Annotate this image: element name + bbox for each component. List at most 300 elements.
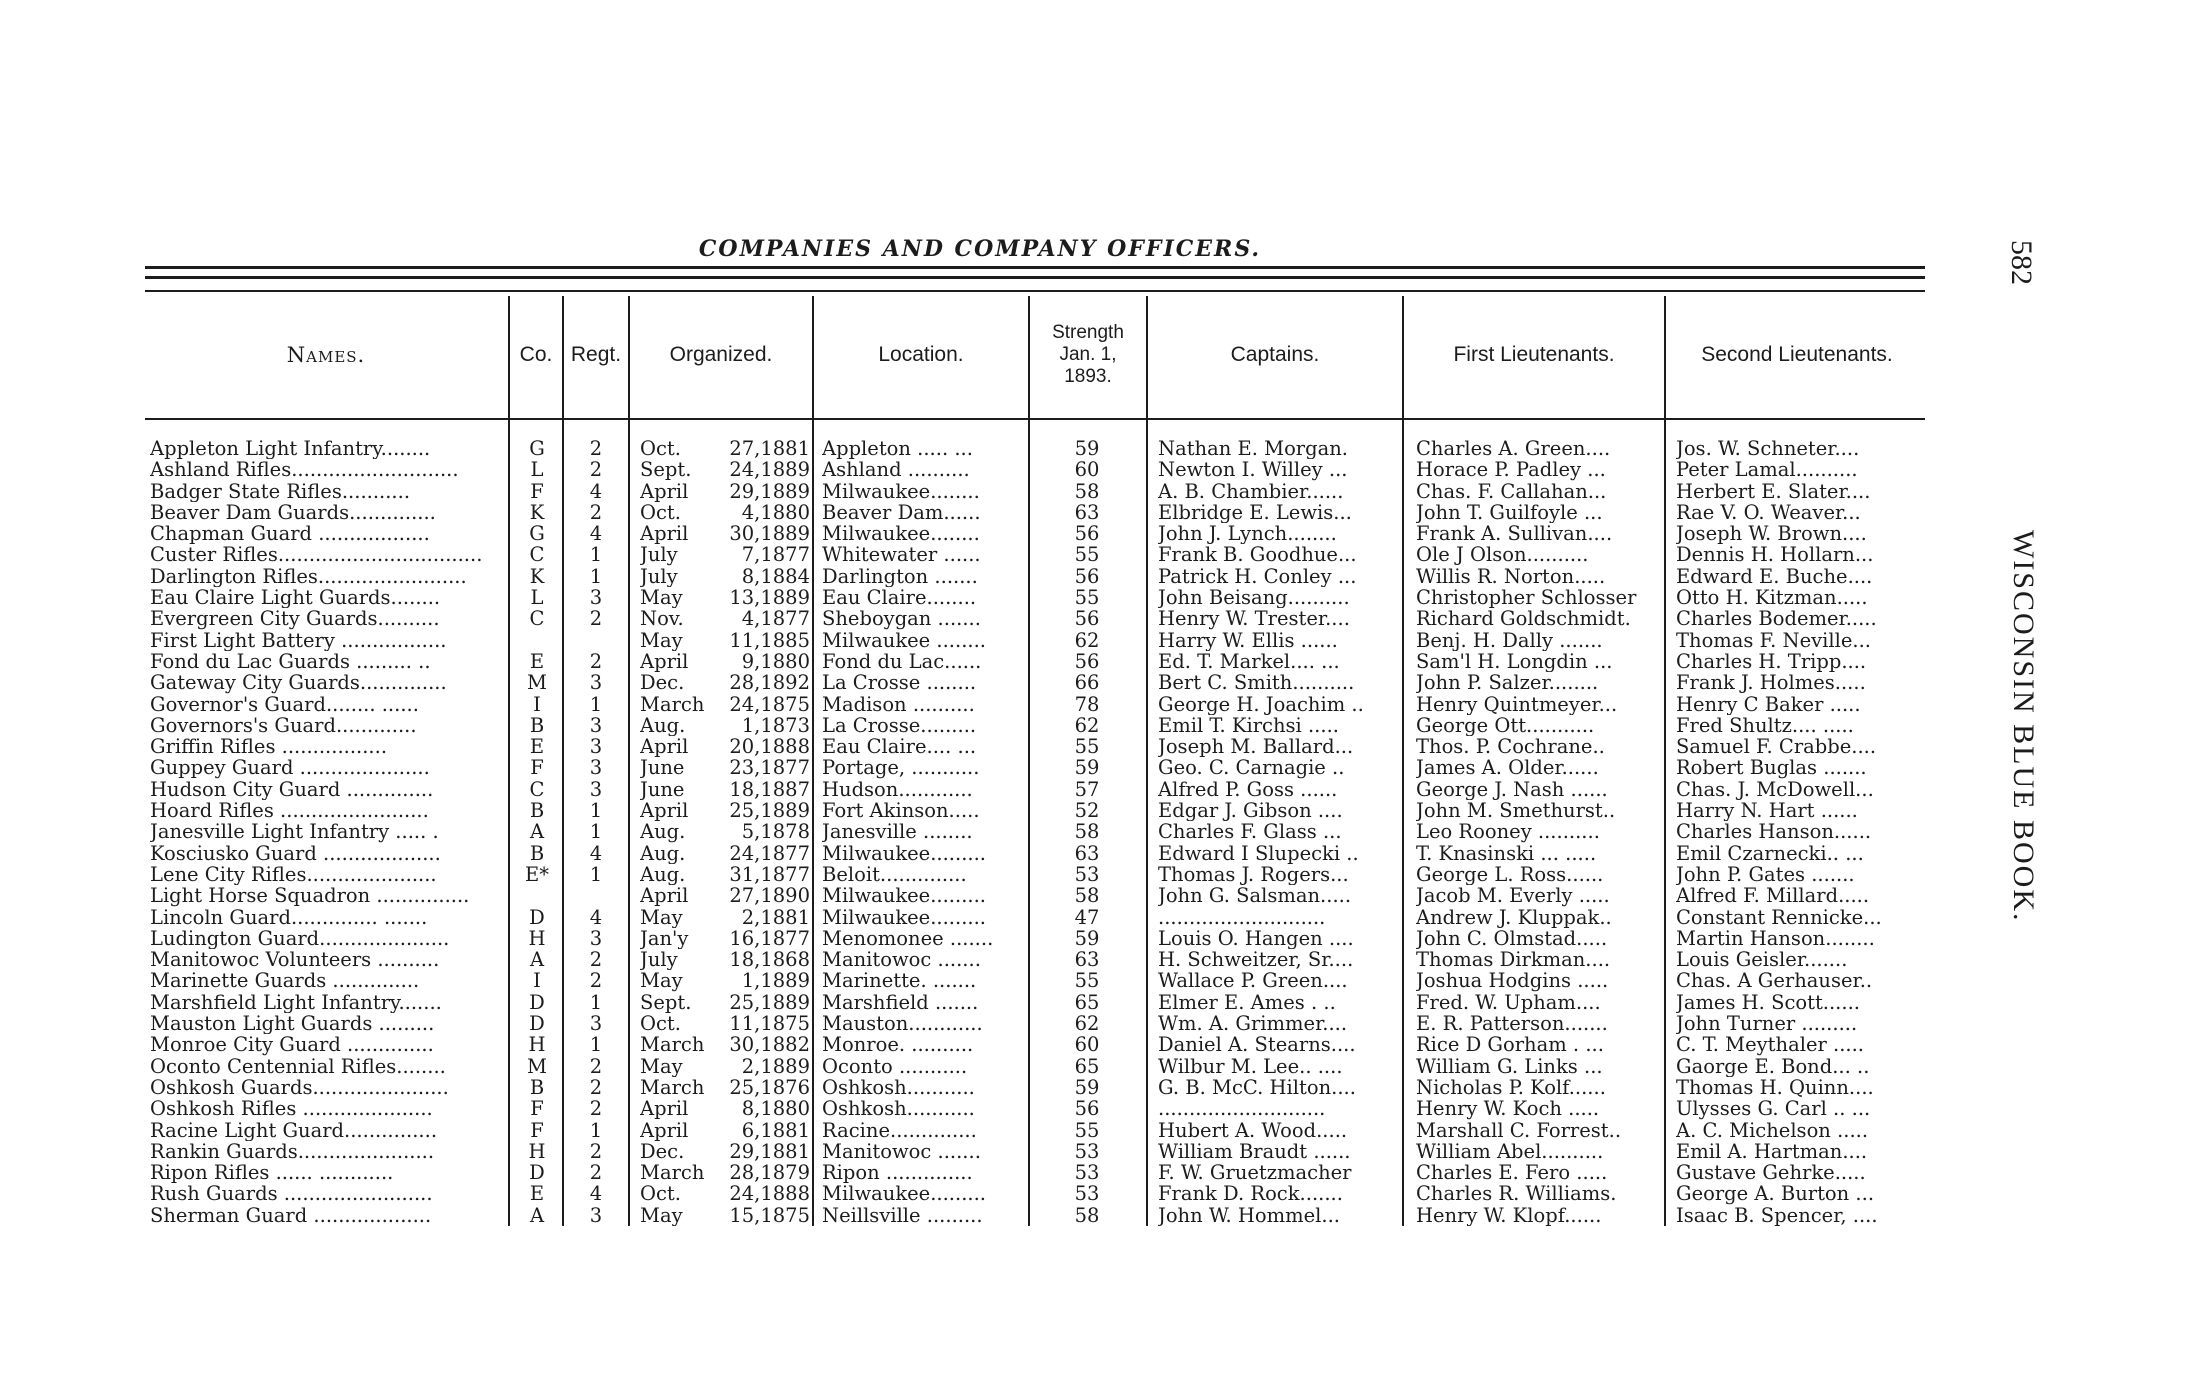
table-row	[0, 757, 1930, 778]
organized-year: 1889	[760, 991, 810, 1014]
first-lieutenant: T. Knasinski ... .....	[1416, 842, 1597, 864]
organized-day: 27,	[729, 885, 761, 907]
organized-year: 1881	[760, 906, 810, 928]
organized-day: 4,	[741, 501, 761, 524]
strength: 58	[1074, 480, 1100, 502]
organized-year: 1877	[760, 757, 810, 779]
location: Portage, ...........	[822, 757, 980, 779]
company-name: Manitowoc Volunteers ..........	[150, 949, 440, 971]
first-lieutenant: Henry W. Klopf......	[1416, 1204, 1602, 1226]
strength: 55	[1074, 587, 1100, 609]
second-lieutenant: Jos. W. Schneter....	[1676, 438, 1860, 460]
location: Milwaukee........	[822, 523, 980, 545]
regiment-number: 3	[589, 927, 603, 950]
organized-day: 8,	[741, 565, 761, 588]
organized-date	[640, 715, 810, 736]
second-lieutenant: A. C. Michelson .....	[1676, 1119, 1869, 1141]
company-letter: E	[529, 736, 545, 758]
company-letter: G	[529, 438, 545, 460]
organized-day: 8,	[741, 1098, 761, 1120]
company-name: Ludington Guard.....................	[150, 927, 450, 950]
second-lieutenant: Alfred F. Millard.....	[1676, 885, 1870, 907]
regiment-number: 3	[589, 1204, 603, 1226]
captain: Louis O. Hangen ....	[1158, 927, 1354, 950]
organized-month: Aug.	[640, 842, 686, 864]
company-name: Oshkosh Rifles .....................	[150, 1098, 433, 1120]
captain: Thomas J. Rogers...	[1158, 863, 1349, 886]
first-lieutenant: John T. Guilfoyle ...	[1416, 501, 1603, 524]
organized-year: 1877	[760, 927, 810, 950]
company-name: Governors's Guard.............	[150, 714, 417, 737]
header-organized: Organized.	[669, 343, 773, 366]
table-row	[0, 502, 1930, 523]
second-lieutenant: Samuel F. Crabbe....	[1676, 736, 1877, 758]
organized-date	[640, 843, 810, 864]
company-letter: C	[529, 544, 545, 566]
strength: 59	[1074, 757, 1100, 779]
second-lieutenant: Isaac B. Spencer, ....	[1676, 1204, 1878, 1226]
company-name: Governor's Guard........ ......	[150, 693, 419, 715]
second-lieutenant: Gaorge E. Bond... ..	[1676, 1055, 1870, 1077]
organized-day: 20,	[729, 736, 761, 758]
first-lieutenant: Henry W. Koch .....	[1416, 1098, 1600, 1120]
organized-day: 9,	[741, 650, 761, 673]
organized-day: 11,	[729, 1013, 761, 1035]
strength: 66	[1074, 672, 1100, 694]
organized-day: 25,	[729, 1076, 761, 1099]
location: La Crosse.........	[822, 714, 977, 737]
header-co: Co.	[519, 343, 553, 366]
organized-year: 1888	[760, 1183, 810, 1205]
location: Milwaukee.........	[822, 842, 986, 864]
second-lieutenant: Thomas F. Neville...	[1676, 629, 1871, 651]
company-letter: M	[527, 1055, 547, 1077]
organized-day: 31,	[729, 863, 761, 886]
company-letter: K	[529, 565, 545, 588]
strength: 59	[1074, 927, 1100, 950]
organized-date	[640, 608, 810, 629]
header-strength	[1030, 296, 1146, 414]
organized-date	[640, 1013, 810, 1034]
organized-month: Dec.	[640, 672, 685, 694]
regiment-number: 2	[589, 1140, 603, 1163]
captain: Ed. T. Markel.... ...	[1158, 650, 1340, 673]
company-letter: E	[529, 650, 545, 673]
organized-month: Oct.	[640, 501, 681, 524]
organized-month: March	[640, 1034, 705, 1056]
company-letter: B	[529, 1076, 545, 1099]
organized-day: 29,	[729, 480, 761, 502]
organized-day: 6,	[741, 1119, 761, 1141]
location: Madison ..........	[822, 693, 975, 715]
table-row	[0, 885, 1930, 906]
regiment-number: 4	[589, 842, 603, 864]
organized-month: Sept.	[640, 991, 692, 1014]
header-second-lieutenants: Second Lieutenants.	[1701, 343, 1893, 366]
regiment-number: 3	[589, 672, 603, 694]
company-letter: M	[527, 672, 547, 694]
organized-date	[640, 1141, 810, 1162]
organized-day: 7,	[741, 544, 761, 566]
second-lieutenant: Gustave Gehrke.....	[1676, 1162, 1866, 1184]
organized-day: 15,	[729, 1204, 761, 1226]
organized-year: 1877	[760, 544, 810, 566]
first-lieutenant: Nicholas P. Kolf......	[1416, 1076, 1606, 1099]
second-lieutenant: Chas. A Gerhauser..	[1676, 970, 1873, 992]
organized-day: 24,	[729, 842, 761, 864]
captain: ...........................	[1158, 1098, 1326, 1120]
second-lieutenant: George A. Burton ...	[1676, 1183, 1875, 1205]
location: Ripon ..............	[822, 1162, 973, 1184]
captain: Wm. A. Grimmer....	[1158, 1013, 1348, 1035]
organized-year: 1884	[760, 565, 810, 588]
company-name: Guppey Guard .....................	[150, 757, 430, 779]
first-lieutenant: Thomas Dirkman....	[1416, 949, 1611, 971]
captain: Emil T. Kirchsi .....	[1158, 714, 1339, 737]
first-lieutenant: Horace P. Padley ...	[1416, 459, 1606, 481]
captain: Alfred P. Goss ......	[1158, 778, 1338, 801]
first-lieutenant: Chas. F. Callahan...	[1416, 480, 1607, 502]
strength: 56	[1074, 608, 1100, 630]
organized-month: May	[640, 587, 683, 609]
strength: 62	[1074, 1013, 1100, 1035]
regiment-number: 3	[589, 757, 603, 779]
first-lieutenant: Fred. W. Upham....	[1416, 991, 1601, 1014]
regiment-number: 1	[589, 991, 603, 1014]
location: Appleton ..... ...	[822, 438, 973, 460]
company-letter: D	[529, 991, 545, 1014]
first-lieutenant: Benj. H. Dally .......	[1416, 629, 1603, 651]
organized-date	[640, 1056, 810, 1077]
header-strength-line3: 1893.	[1064, 366, 1112, 387]
regiment-number: 4	[589, 1183, 603, 1205]
company-name: Evergreen City Guards..........	[150, 608, 440, 630]
strength: 53	[1074, 1140, 1100, 1163]
second-lieutenant: Edward E. Buche....	[1676, 565, 1873, 588]
organized-day: 11,	[729, 629, 761, 651]
captain: Bert C. Smith..........	[1158, 672, 1355, 694]
company-letter: C	[529, 778, 545, 801]
organized-month: Oct.	[640, 1183, 681, 1205]
organized-year: 1875	[760, 1204, 810, 1226]
organized-day: 27,	[729, 438, 761, 460]
company-name: Lincoln Guard.............. .......	[150, 906, 428, 928]
organized-year: 1880	[760, 1098, 810, 1120]
organized-year: 1876	[760, 1076, 810, 1099]
captain: John G. Salsman.....	[1158, 885, 1352, 907]
second-lieutenant: Fred Shultz.... .....	[1676, 714, 1854, 737]
organized-day: 25,	[729, 991, 761, 1014]
organized-year: 1881	[760, 1119, 810, 1141]
table-row	[0, 1205, 1930, 1226]
table-row	[0, 992, 1930, 1013]
strength: 55	[1074, 1119, 1100, 1141]
organized-day: 18,	[729, 778, 761, 801]
strength: 58	[1074, 885, 1100, 907]
table-row	[0, 608, 1930, 629]
header-location: Location.	[878, 343, 964, 366]
organized-date	[640, 587, 810, 608]
organized-date	[640, 502, 810, 523]
second-lieutenant: Louis Geisler.......	[1676, 949, 1848, 971]
table-row	[0, 694, 1930, 715]
second-lieutenant: Emil A. Hartman....	[1676, 1140, 1868, 1163]
organized-year: 1889	[760, 480, 810, 502]
first-lieutenant: Charles A. Green....	[1416, 438, 1611, 460]
company-name: Ripon Rifles ...... ............	[150, 1162, 394, 1184]
organized-month: Oct.	[640, 1013, 681, 1035]
table-row	[0, 1120, 1930, 1141]
organized-year: 1890	[760, 885, 810, 907]
second-lieutenant: Ulysses G. Carl .. ...	[1676, 1098, 1871, 1120]
regiment-number: 1	[589, 821, 603, 843]
captain: John Beisang..........	[1158, 587, 1350, 609]
table-row	[0, 949, 1930, 970]
table-row	[0, 1034, 1930, 1055]
organized-date	[640, 1162, 810, 1183]
company-name: First Light Battery .................	[150, 629, 447, 651]
organized-date	[640, 694, 810, 715]
second-lieutenant: C. T. Meythaler .....	[1676, 1034, 1864, 1056]
organized-month: May	[640, 629, 683, 651]
organized-date	[640, 779, 810, 800]
strength: 55	[1074, 736, 1100, 758]
company-letter: D	[529, 906, 545, 928]
organized-date	[640, 928, 810, 949]
company-name: Beaver Dam Guards..............	[150, 501, 436, 524]
regiment-number: 4	[589, 523, 603, 545]
organized-year: 1875	[760, 1013, 810, 1035]
company-letter: I	[533, 693, 541, 715]
second-lieutenant: Peter Lamal..........	[1676, 459, 1858, 481]
organized-date	[640, 523, 810, 544]
regiment-number: 3	[589, 1013, 603, 1035]
organized-month: June	[640, 757, 685, 779]
company-letter: F	[530, 1098, 544, 1120]
regiment-number: 2	[589, 1098, 603, 1120]
organized-date	[640, 757, 810, 778]
location: Oshkosh...........	[822, 1076, 975, 1099]
second-lieutenant: Dennis H. Hollarn...	[1676, 544, 1874, 566]
company-letter: A	[529, 821, 545, 843]
regiment-number: 2	[589, 459, 603, 481]
table-row	[0, 864, 1930, 885]
organized-month: April	[640, 650, 689, 673]
organized-date	[640, 1098, 810, 1119]
captain: Edgar J. Gibson ....	[1158, 800, 1343, 822]
company-name: Monroe City Guard ..............	[150, 1034, 434, 1056]
first-lieutenant: John M. Smethurst..	[1416, 800, 1616, 822]
organized-date	[640, 1034, 810, 1055]
organized-day: 4,	[741, 608, 761, 630]
captain: Edward I Slupecki ..	[1158, 842, 1359, 864]
strength: 65	[1074, 1055, 1100, 1077]
captain: F. W. Gruetzmacher	[1158, 1162, 1352, 1184]
second-lieutenant: James H. Scott......	[1676, 991, 1860, 1014]
organized-month: April	[640, 736, 689, 758]
second-lieutenant: Joseph W. Brown....	[1676, 523, 1867, 545]
regiment-number: 4	[589, 480, 603, 502]
first-lieutenant: William G. Links ...	[1416, 1055, 1603, 1077]
first-lieutenant: Andrew J. Kluppak..	[1416, 906, 1612, 928]
location: Beaver Dam......	[822, 501, 981, 524]
organized-date	[640, 672, 810, 693]
header-strength-line2: Jan. 1,	[1059, 344, 1117, 365]
second-lieutenant: Constant Rennicke...	[1676, 906, 1882, 928]
location: Marshfield .......	[822, 991, 979, 1014]
regiment-number: 2	[589, 501, 603, 524]
first-lieutenant: Marshall C. Forrest..	[1416, 1119, 1622, 1141]
first-lieutenant: James A. Older......	[1416, 757, 1599, 779]
company-name: Ashland Rifles...........................	[150, 459, 459, 481]
organized-day: 29,	[729, 1140, 761, 1163]
organized-year: 1887	[760, 778, 810, 801]
table-row	[0, 459, 1930, 480]
second-lieutenant: Robert Buglas .......	[1676, 757, 1867, 779]
organized-month: May	[640, 1204, 683, 1226]
captain: Patrick H. Conley ...	[1158, 565, 1357, 588]
company-letter: C	[529, 608, 545, 630]
organized-day: 24,	[729, 459, 761, 481]
organized-month: Aug.	[640, 821, 686, 843]
first-lieutenant: William Abel..........	[1416, 1140, 1604, 1163]
strength: 56	[1074, 523, 1100, 545]
location: Oshkosh...........	[822, 1098, 975, 1120]
regiment-number: 3	[589, 736, 603, 758]
company-name: Light Horse Squadron ...............	[150, 885, 470, 907]
table-row	[0, 1162, 1930, 1183]
organized-year: 1873	[760, 714, 810, 737]
first-lieutenant: Sam'l H. Longdin ...	[1416, 650, 1613, 673]
strength: 53	[1074, 1183, 1100, 1205]
regiment-number: 1	[589, 693, 603, 715]
company-name: Badger State Rifles...........	[150, 480, 411, 502]
organized-day: 23,	[729, 757, 761, 779]
regiment-number: 1	[589, 1034, 603, 1056]
company-name: Lene City Rifles.....................	[150, 863, 437, 886]
organized-year: 1880	[760, 650, 810, 673]
location: La Crosse ........	[822, 672, 977, 694]
organized-date	[640, 907, 810, 928]
organized-day: 24,	[729, 693, 761, 715]
regiment-number: 1	[589, 863, 603, 886]
company-table-body	[0, 438, 1930, 1226]
organized-month: Aug.	[640, 714, 686, 737]
organized-day: 30,	[729, 523, 761, 545]
captain: Wallace P. Green....	[1158, 970, 1348, 992]
organized-day: 13,	[729, 587, 761, 609]
organized-month: March	[640, 1076, 705, 1099]
company-name: Griffin Rifles .................	[150, 736, 388, 758]
organized-month: July	[640, 544, 678, 566]
header-bottom-rule	[145, 418, 1925, 420]
organized-date	[640, 566, 810, 587]
organized-day: 25,	[729, 800, 761, 822]
second-lieutenant: Herbert E. Slater....	[1676, 480, 1871, 502]
second-lieutenant: John Turner .........	[1676, 1013, 1858, 1035]
header-strength-line1: Strength	[1052, 322, 1124, 343]
organized-day: 5,	[741, 821, 761, 843]
table-row	[0, 1098, 1930, 1119]
first-lieutenant: Charles E. Fero .....	[1416, 1162, 1608, 1184]
company-letter: B	[529, 800, 545, 822]
captain: Wilbur M. Lee.. ....	[1158, 1055, 1343, 1077]
second-lieutenant: Emil Czarnecki.. ...	[1676, 842, 1864, 864]
organized-year: 1875	[760, 693, 810, 715]
table-row	[0, 481, 1930, 502]
second-lieutenant: Charles H. Tripp....	[1676, 650, 1867, 673]
organized-day: 1,	[741, 970, 761, 992]
first-lieutenant: E. R. Patterson.......	[1416, 1013, 1608, 1035]
first-lieutenant: Christopher Schlosser	[1416, 587, 1637, 609]
organized-year: 1882	[760, 1034, 810, 1056]
location: Sheboygan .......	[822, 608, 981, 630]
organized-date	[640, 885, 810, 906]
company-letter: H	[528, 1034, 546, 1056]
strength: 60	[1074, 1034, 1100, 1056]
organized-year: 1888	[760, 736, 810, 758]
company-name: Appleton Light Infantry........	[150, 438, 431, 460]
top-double-rule-second	[145, 276, 1925, 279]
captain: Elmer E. Ames . ..	[1158, 991, 1336, 1014]
first-lieutenant: Ole J Olson..........	[1416, 544, 1589, 566]
organized-month: March	[640, 693, 705, 715]
table-row	[0, 1013, 1930, 1034]
organized-month: Nov.	[640, 608, 684, 630]
organized-month: April	[640, 1098, 689, 1120]
strength: 55	[1074, 970, 1100, 992]
organized-day: 28,	[729, 1162, 761, 1184]
strength: 60	[1074, 459, 1100, 481]
captain: John J. Lynch........	[1158, 523, 1337, 545]
organized-month: May	[640, 1055, 683, 1077]
organized-day: 30,	[729, 1034, 761, 1056]
location: Whitewater ......	[822, 544, 981, 566]
captain: Daniel A. Stearns....	[1158, 1034, 1356, 1056]
location: Beloit..............	[822, 863, 967, 886]
organized-year: 1868	[760, 949, 810, 971]
captain: George H. Joachim ..	[1158, 693, 1364, 715]
strength: 62	[1074, 714, 1100, 737]
regiment-number: 2	[589, 1162, 603, 1184]
header-names: Names.	[286, 343, 366, 367]
company-name: Oconto Centennial Rifles........	[150, 1055, 446, 1077]
company-name: Hoard Rifles ........................	[150, 800, 429, 822]
organized-year: 1881	[760, 438, 810, 460]
captain: Elbridge E. Lewis...	[1158, 501, 1352, 524]
location: Fond du Lac......	[822, 650, 982, 673]
company-name: Mauston Light Guards .........	[150, 1013, 435, 1035]
organized-month: Oct.	[640, 438, 681, 460]
regiment-number: 1	[589, 565, 603, 588]
location: Manitowoc .......	[822, 1140, 981, 1163]
first-lieutenant: Charles R. Williams.	[1416, 1183, 1617, 1205]
second-lieutenant: Chas. J. McDowell...	[1676, 778, 1874, 801]
regiment-number: 1	[589, 1119, 603, 1141]
strength: 47	[1074, 906, 1100, 928]
top-double-rule	[145, 266, 1925, 269]
table-row	[0, 672, 1930, 693]
location: Manitowoc .......	[822, 949, 981, 971]
second-lieutenant: Thomas H. Quinn....	[1676, 1076, 1874, 1099]
organized-date	[640, 481, 810, 502]
company-name: Janesville Light Infantry ..... .	[150, 821, 439, 843]
header-first-lieutenants: First Lieutenants.	[1453, 343, 1615, 366]
organized-month: April	[640, 885, 689, 907]
second-lieutenant: Henry C Baker .....	[1676, 693, 1861, 715]
second-lieutenant: John P. Gates .......	[1676, 863, 1855, 886]
company-name: Kosciusko Guard ...................	[150, 842, 441, 864]
